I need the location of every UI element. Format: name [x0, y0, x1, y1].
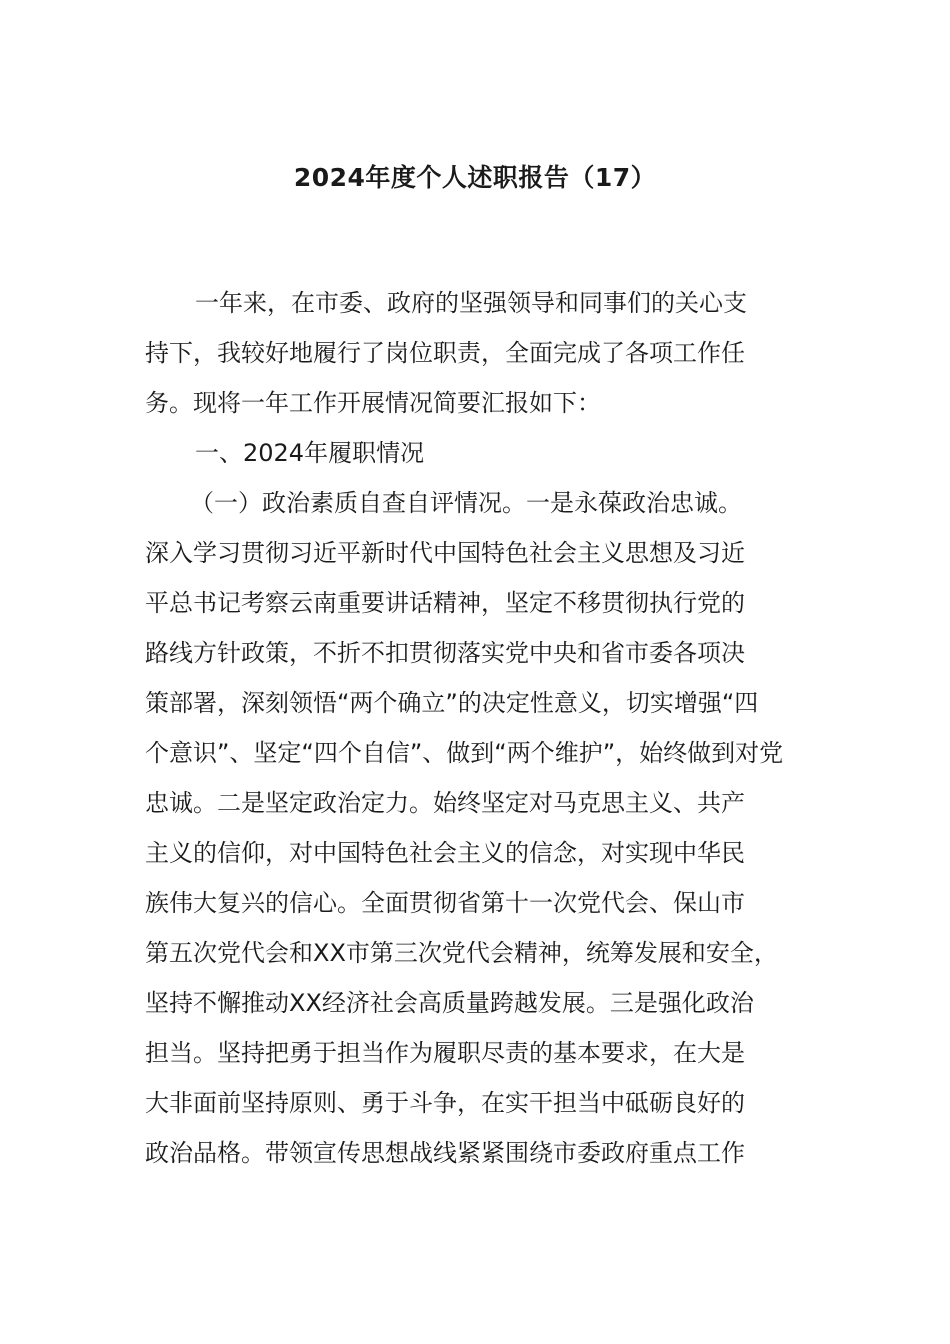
paragraph-line: 深入学习贯彻习近平新时代中国特色社会主义思想及习近	[145, 539, 745, 567]
paragraph-line: 坚持不懈推动XX经济社会高质量跨越发展。三是强化政治	[145, 989, 754, 1017]
document-body	[145, 285, 835, 1185]
paragraph-line: 大非面前坚持原则、勇于斗争，在实干担当中砥砺良好的	[145, 1089, 745, 1117]
paragraph-line: 路线方针政策，不折不扣贯彻落实党中央和省市委各项决	[145, 639, 745, 667]
paragraph-line: 政治品格。带领宣传思想战线紧紧围绕市委政府重点工作	[145, 1139, 745, 1167]
paragraph-line: 持下，我较好地履行了岗位职责，全面完成了各项工作任	[145, 339, 745, 367]
paragraph-line: 个意识”、坚定“四个自信”、做到“两个维护”，始终做到对党	[145, 739, 784, 767]
document-title: 2024年度个人述职报告（17）	[293, 163, 657, 192]
paragraph-line: 平总书记考察云南重要讲话精神，坚定不移贯彻执行党的	[145, 589, 745, 617]
paragraph-line: 族伟大复兴的信心。全面贯彻省第十一次党代会、保山市	[145, 889, 745, 917]
paragraph-line: 忠诚。二是坚定政治定力。始终坚定对马克思主义、共产	[145, 789, 745, 817]
paragraph-line: 务。现将一年工作开展情况简要汇报如下：	[145, 389, 601, 417]
paragraph-line: 策部署，深刻领悟“两个确立”的决定性意义，切实增强“四	[145, 689, 759, 717]
paragraph-line: 主义的信仰，对中国特色社会主义的信念，对实现中华民	[145, 839, 745, 867]
paragraph-line: 第五次党代会和XX市第三次党代会精神，统筹发展和安全，	[145, 939, 778, 967]
section-heading: 一、2024年履职情况	[195, 439, 425, 467]
paragraph-line: 担当。坚持把勇于担当作为履职尽责的基本要求，在大是	[145, 1039, 745, 1067]
paragraph-line: （一）政治素质自查自评情况。一是永葆政治忠诚。	[190, 489, 742, 517]
paragraph-line: 一年来，在市委、政府的坚强领导和同事们的关心支	[195, 289, 747, 317]
